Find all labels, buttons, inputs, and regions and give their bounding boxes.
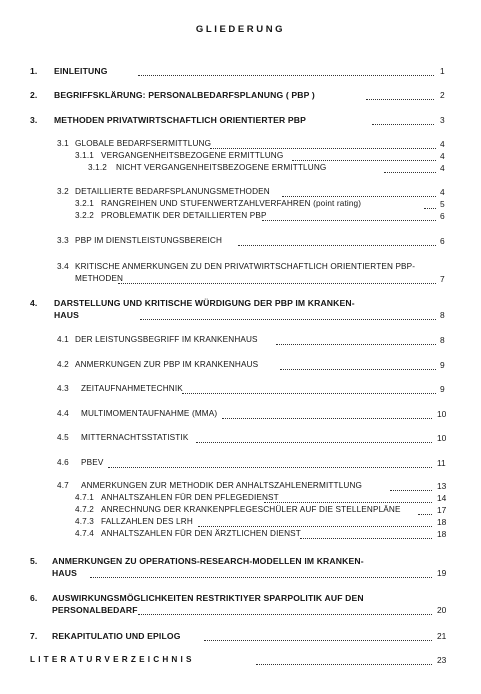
toc-text: HAUS xyxy=(54,310,79,320)
toc-text: DETAILLIERTE BEDARFSPLANUNGSMETHODEN xyxy=(75,187,270,196)
toc-entry-literature xyxy=(30,655,195,665)
toc-entry-7 xyxy=(30,631,181,641)
toc-entry-5 xyxy=(30,556,364,566)
toc-text: HAUS xyxy=(52,568,77,578)
toc-text: ANMERKUNGEN ZUR PBP IM KRANKENHAUS xyxy=(75,360,259,369)
toc-number: 7. xyxy=(30,631,38,641)
toc-entry-4-7-3 xyxy=(75,517,193,527)
toc-number: 3.2 xyxy=(57,187,69,196)
toc-text: LITERATURVERZEICHNIS xyxy=(30,655,195,664)
toc-page: 4 xyxy=(440,187,445,197)
dot-leader xyxy=(238,244,436,246)
dot-leader xyxy=(90,576,432,578)
toc-page: 4 xyxy=(440,151,445,161)
dot-leader xyxy=(390,489,432,491)
toc-page: 17 xyxy=(437,505,447,515)
toc-text: VERGANGENHEITSBEZOGENE ERMITTLUNG xyxy=(101,151,284,160)
dot-leader xyxy=(262,219,436,221)
toc-entry-3-1-2 xyxy=(88,163,326,173)
toc-text: KRITISCHE ANMERKUNGEN ZU DEN PRIVATWIRTSCHAFTLICH ORIENTIERTEN PBP- xyxy=(75,262,416,271)
toc-page: 8 xyxy=(440,335,445,345)
toc-text: PROBLEMATIK DER DETAILLIERTEN PBP xyxy=(101,211,267,220)
toc-number: 3.1.1 xyxy=(75,151,94,160)
dot-leader xyxy=(280,368,436,370)
toc-page: 2 xyxy=(440,90,445,100)
toc-entry-3-1 xyxy=(57,139,211,149)
toc-entry-4-7-2 xyxy=(75,505,401,515)
toc-entry-3 xyxy=(30,115,306,125)
dot-leader xyxy=(282,195,436,197)
toc-text: NICHT VERGANGENHEITSBEZOGENE ERMITTLUNG xyxy=(116,163,327,172)
toc-text: ANHALTSZAHLEN FÜR DEN ÄRZTLICHEN DIENST xyxy=(101,529,301,538)
toc-page: 7 xyxy=(440,274,445,284)
dot-leader xyxy=(264,501,432,503)
dot-leader xyxy=(138,613,432,615)
toc-entry-3-4 xyxy=(57,262,415,272)
dot-leader xyxy=(292,159,436,161)
toc-number: 5. xyxy=(30,556,38,566)
toc-entry-6 xyxy=(30,593,364,603)
toc-page: 9 xyxy=(440,360,445,370)
toc-text: ZEITAUFNAHMETECHNIK xyxy=(81,384,183,393)
toc-page: 3 xyxy=(440,115,445,125)
toc-entry-3-4-cont xyxy=(75,274,123,284)
toc-number: 6. xyxy=(30,593,38,603)
toc-entry-1 xyxy=(30,66,108,76)
toc-entry-4-2 xyxy=(57,360,258,370)
toc-text: DER LEISTUNGSBEGRIFF IM KRANKENHAUS xyxy=(75,335,258,344)
dot-leader xyxy=(138,74,434,76)
toc-entry-3-2-1 xyxy=(75,199,361,209)
toc-page: 14 xyxy=(437,493,447,503)
toc-number: 4.4 xyxy=(57,409,69,418)
toc-entry-3-3 xyxy=(57,236,222,246)
toc-page: 6 xyxy=(440,211,445,221)
toc-text: DARSTELLUNG UND KRITISCHE WÜRDIGUNG DER PBP IM KRANKEN- xyxy=(54,298,355,308)
dot-leader xyxy=(182,392,436,394)
page-title: GLIEDERUNG xyxy=(195,24,286,35)
toc-page: 10 xyxy=(437,409,447,419)
toc-page: 8 xyxy=(440,310,445,320)
toc-number: 4.5 xyxy=(57,433,69,442)
toc-text: ANMERKUNGEN ZUR METHODIK DER ANHALTSZAHLENERMITTLUNG xyxy=(81,481,363,490)
dot-leader xyxy=(256,663,432,665)
toc-page: 1 xyxy=(440,66,445,76)
toc-number: 4.3 xyxy=(57,384,69,393)
toc-number: 4.7.3 xyxy=(75,517,94,526)
dot-leader xyxy=(372,123,434,125)
toc-number: 2. xyxy=(30,90,38,100)
toc-entry-4-3 xyxy=(57,384,183,394)
dot-leader xyxy=(204,639,432,641)
toc-entry-4-7-1 xyxy=(75,493,279,503)
toc-text: METHODEN PRIVATWIRTSCHAFTLICH ORIENTIERTER PBP xyxy=(54,115,306,125)
toc-text: METHODEN xyxy=(75,274,124,283)
toc-entry-4-4 xyxy=(57,409,217,419)
toc-entry-4-1 xyxy=(57,335,258,345)
dot-leader xyxy=(198,525,432,527)
toc-page: 21 xyxy=(437,631,447,641)
dot-leader xyxy=(108,466,432,468)
toc-text: GLOBALE BEDARFSERMITTLUNG xyxy=(75,139,212,148)
toc-page: 11 xyxy=(437,458,446,468)
toc-entry-4-6 xyxy=(57,458,103,468)
dot-leader xyxy=(366,98,434,100)
toc-page: 4 xyxy=(440,139,445,149)
toc-number: 3.1.2 xyxy=(88,163,107,172)
toc-page: 4 xyxy=(440,163,445,173)
toc-text: RANGREIHEN UND STUFENWERTZAHLVERFAHREN (point rating) xyxy=(101,199,362,208)
toc-page: 23 xyxy=(437,655,447,665)
toc-number: 4.7.2 xyxy=(75,505,94,514)
dot-leader xyxy=(196,441,432,443)
toc-entry-4-5 xyxy=(57,433,188,443)
toc-text: FALLZAHLEN DES LRH xyxy=(101,517,193,526)
toc-number: 3.4 xyxy=(57,262,69,271)
dot-leader xyxy=(418,513,432,515)
toc-page: 5 xyxy=(440,199,445,209)
toc-text: PBP IM DIENSTLEISTUNGSBEREICH xyxy=(75,236,223,245)
toc-number: 4.7.1 xyxy=(75,493,94,502)
toc-text: EINLEITUNG xyxy=(54,66,108,76)
toc-text: MULTIMOMENTAUFNAHME (MMA) xyxy=(81,409,218,418)
dot-leader xyxy=(300,537,432,539)
dot-leader xyxy=(210,147,436,149)
toc-text: ANRECHNUNG DER KRANKENPFLEGESCHÜLER AUF DIE STELLENPLÄNE xyxy=(101,505,401,514)
toc-number: 4. xyxy=(30,298,38,308)
toc-page: 6 xyxy=(440,236,445,246)
toc-page: 10 xyxy=(437,433,447,443)
toc-number: 4.7.4 xyxy=(75,529,94,538)
dot-leader xyxy=(140,318,436,320)
toc-number: 4.2 xyxy=(57,360,69,369)
toc-entry-4-7-4 xyxy=(75,529,301,539)
dot-leader xyxy=(424,207,436,209)
toc-page: 13 xyxy=(437,481,447,491)
toc-entry-2 xyxy=(30,90,315,100)
dot-leader xyxy=(118,282,436,284)
toc-number: 4.1 xyxy=(57,335,69,344)
toc-text: MITTERNACHTSSTATISTIK xyxy=(81,433,189,442)
dot-leader xyxy=(222,417,432,419)
toc-entry-3-2-2 xyxy=(75,211,267,221)
toc-number: 3.1 xyxy=(57,139,69,148)
toc-entry-4 xyxy=(30,298,355,308)
dot-leader xyxy=(276,343,436,345)
toc-entry-3-1-1 xyxy=(75,151,283,161)
toc-entry-5-cont xyxy=(52,568,77,578)
toc-number: 3. xyxy=(30,115,38,125)
toc-page: 9 xyxy=(440,384,445,394)
toc-number: 3.3 xyxy=(57,236,69,245)
toc-number: 4.7 xyxy=(57,481,69,490)
toc-number: 3.2.1 xyxy=(75,199,94,208)
toc-number: 4.6 xyxy=(57,458,69,467)
toc-text: PBEV xyxy=(81,458,104,467)
toc-page: 19 xyxy=(437,568,447,578)
toc-text: REKAPITULATIO UND EPILOG xyxy=(52,631,181,641)
toc-text: ANMERKUNGEN ZU OPERATIONS-RESEARCH-MODELLEN IM KRANKEN- xyxy=(52,556,364,566)
toc-text: AUSWIRKUNGSMÖGLICHKEITEN RESTRIKTIYER SPARPOLITIK AUF DEN xyxy=(52,593,364,603)
toc-page: 20 xyxy=(437,605,447,615)
toc-text: PERSONALBEDARF xyxy=(52,605,138,615)
toc-number: 1. xyxy=(30,66,38,76)
dot-leader xyxy=(384,171,436,173)
toc-page: 18 xyxy=(437,517,447,527)
toc-number: 3.2.2 xyxy=(75,211,94,220)
toc-text: ANHALTSZAHLEN FÜR DEN PFLEGEDIENST xyxy=(101,493,279,502)
toc-entry-6-cont xyxy=(52,605,138,615)
toc-entry-4-7 xyxy=(57,481,362,491)
toc-text: BEGRIFFSKLÄRUNG: PERSONALBEDARFSPLANUNG ( PBP ) xyxy=(54,90,315,100)
toc-page: 18 xyxy=(437,529,447,539)
toc-entry-4-cont xyxy=(54,310,79,320)
toc-entry-3-2 xyxy=(57,187,270,197)
